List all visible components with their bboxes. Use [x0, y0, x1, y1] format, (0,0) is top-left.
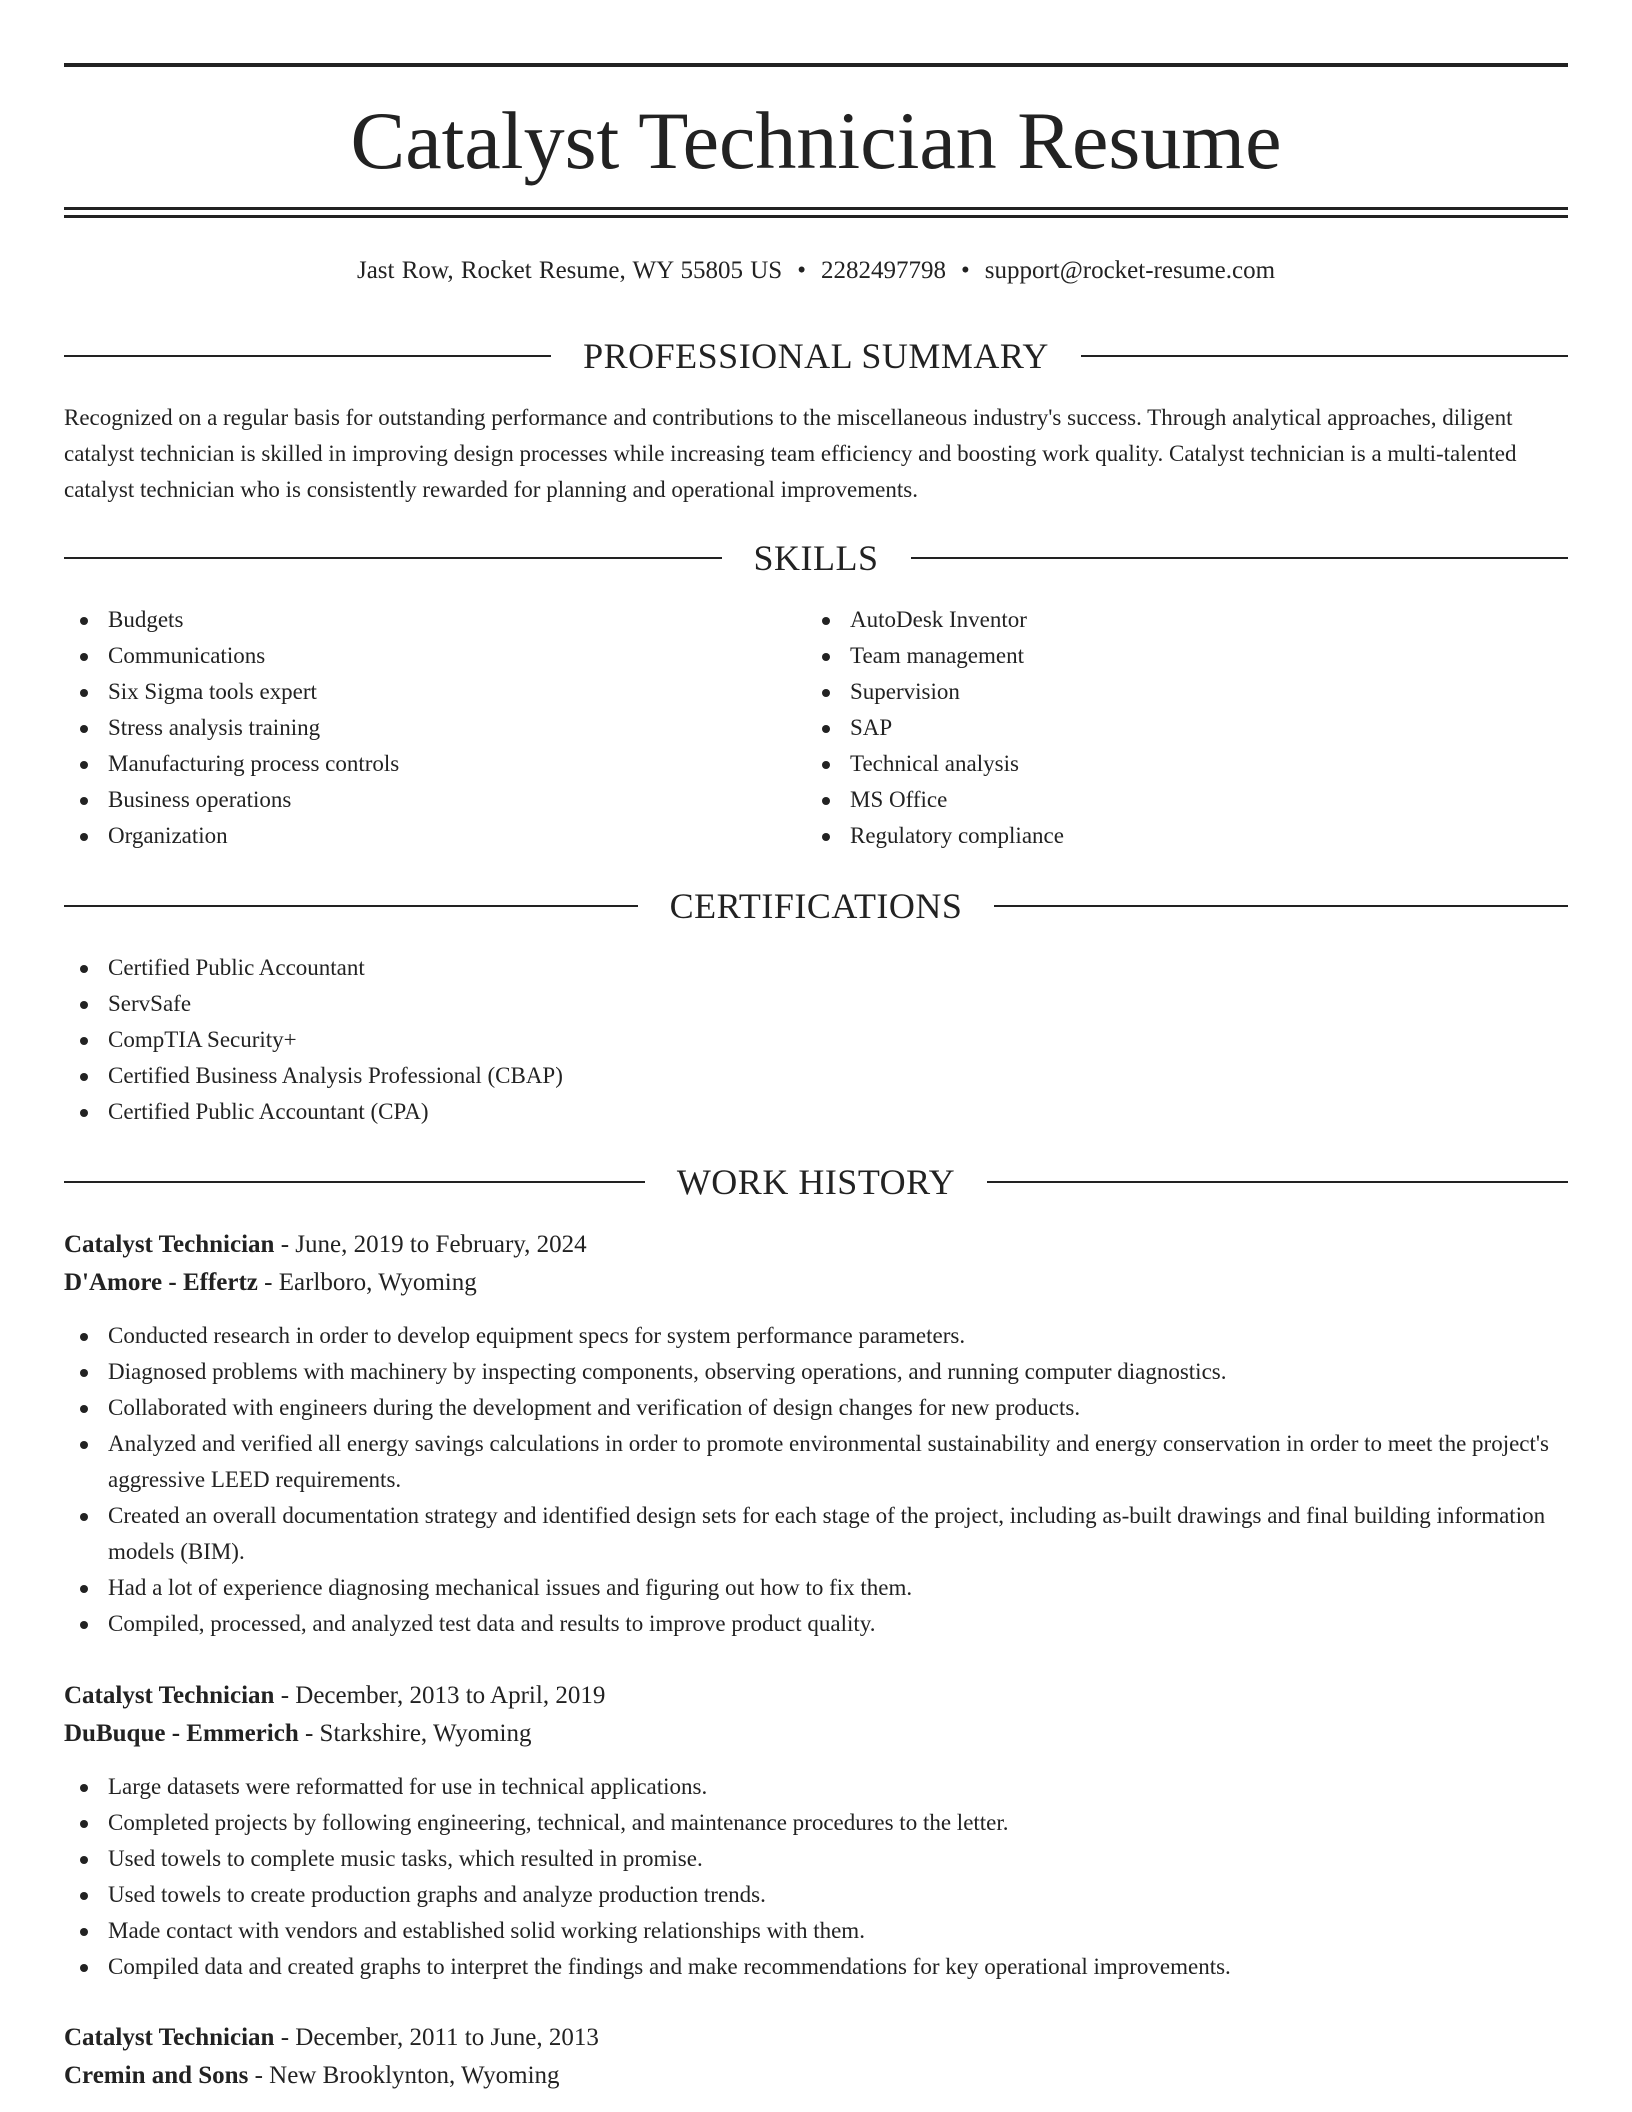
list-item: Supervision — [806, 674, 1546, 710]
job-company-line — [64, 1264, 1568, 1302]
list-item: Certified Public Accountant (CPA) — [64, 1094, 1568, 1130]
list-item: Completed projects by following engineering, technical, and maintenance procedures to the letter. — [64, 1805, 1568, 1841]
list-item: Organization — [64, 818, 804, 854]
job-company: DuBuque - Emmerich — [64, 1720, 299, 1747]
contact-email: support@rocket-resume.com — [984, 257, 1276, 284]
job-location: - Earlboro, Wyoming — [257, 1269, 477, 1296]
list-item: Had a lot of experience diagnosing mechanical issues and figuring out how to fix them. — [64, 1570, 1568, 1606]
job-dates: - December, 2011 to June, 2013 — [274, 2024, 599, 2051]
list-item: Stress analysis training — [64, 710, 804, 746]
list-item: Diagnosed problems with machinery by inspecting components, observing operations, and running computer diagnostics. — [64, 1354, 1568, 1390]
section-heading-certifications — [64, 884, 1568, 928]
list-item: Compiled data and created graphs to interpret the findings and make recommendations for key operational improvements. — [64, 1949, 1568, 1985]
section-heading-summary — [64, 334, 1568, 378]
job-title: Catalyst Technician — [64, 1231, 275, 1258]
list-item: Used towels to complete music tasks, which resulted in promise. — [64, 1841, 1568, 1877]
certifications-list — [64, 950, 1568, 1130]
list-item: ServSafe — [64, 986, 1568, 1022]
list-item: SAP — [806, 710, 1546, 746]
list-item: Team management — [806, 638, 1546, 674]
job-company-line — [64, 1715, 1568, 1753]
list-item: Compiled, processed, and analyzed test data and results to improve product quality. — [64, 1606, 1568, 1642]
list-item: Used towels to create production graphs and analyze production trends. — [64, 1877, 1568, 1913]
list-item: Created an overall documentation strategy and identified design sets for each stage of the project, including as-built drawings and final building information models (BIM). — [64, 1498, 1568, 1570]
job-title-line — [64, 2019, 1568, 2057]
job-title-line — [64, 1226, 1568, 1264]
job-company: D'Amore - Effertz — [64, 1269, 258, 1296]
contact-separator: • — [797, 257, 806, 284]
heading-rule — [64, 905, 638, 907]
list-item: Made contact with vendors and established solid working relationships with them. — [64, 1913, 1568, 1949]
summary-text: Recognized on a regular basis for outstanding performance and contributions to the miscellaneous industry's success. Through analytical approaches, diligent catalyst technician is skilled in improving design processes while increasing team efficiency and boosting work quality. Catalyst technician is a multi-talented catalyst technician who is consistently rewarded for planning and operational improvements. — [64, 405, 1517, 502]
job-dates: - June, 2019 to February, 2024 — [274, 1231, 587, 1258]
list-item: Large datasets were reformatted for use in technical applications. — [64, 1769, 1568, 1805]
list-item: MS Office — [806, 782, 1546, 818]
job-location: - New Brooklynton, Wyoming — [248, 2062, 560, 2089]
list-item: Manufacturing process controls — [64, 746, 804, 782]
heading-rule — [987, 1181, 1568, 1183]
list-item: Business operations — [64, 782, 804, 818]
list-item: Certified Business Analysis Professional (CBAP) — [64, 1058, 1568, 1094]
section-heading-work-history — [64, 1160, 1568, 1204]
list-item: Budgets — [64, 602, 804, 638]
list-item: Communications — [64, 638, 804, 674]
job-title: Catalyst Technician — [64, 2024, 275, 2051]
list-item: AutoDesk Inventor — [806, 602, 1546, 638]
skills-list-left — [64, 602, 804, 854]
contact-separator: • — [960, 257, 970, 284]
heading-rule — [64, 557, 722, 559]
job-entry — [64, 1226, 1568, 1642]
title-rule-upper — [64, 207, 1568, 210]
job-duties-list — [64, 1318, 1568, 1642]
heading-rule — [911, 557, 1569, 559]
contact-address: Jast Row, Rocket Resume, WY 55805 US — [356, 257, 783, 284]
list-item: Regulatory compliance — [806, 818, 1546, 854]
list-item: Conducted research in order to develop equipment specs for system performance parameters. — [64, 1318, 1568, 1354]
skills-list-right — [806, 602, 1546, 854]
heading-rule — [64, 1181, 645, 1183]
list-item: Analyzed and verified all energy savings calculations in order to promote environmental sustainability and energy conservation in order to meet the project's aggressive LEED requirements. — [64, 1426, 1568, 1498]
job-duties-list — [64, 1769, 1568, 1985]
section-title: WORK HISTORY — [676, 1162, 956, 1202]
job-entry — [64, 1677, 1568, 1985]
heading-rule — [994, 905, 1568, 907]
top-rule — [64, 63, 1568, 67]
list-item: Certified Public Accountant — [64, 950, 1568, 986]
section-title: PROFESSIONAL SUMMARY — [583, 336, 1049, 376]
section-title: SKILLS — [753, 538, 879, 578]
job-title-line — [64, 1677, 1568, 1715]
heading-rule — [64, 355, 551, 357]
job-title: Catalyst Technician — [64, 1682, 275, 1709]
list-item: CompTIA Security+ — [64, 1022, 1568, 1058]
contact-phone: 2282497798 — [820, 257, 946, 284]
job-location: - Starkshire, Wyoming — [298, 1720, 532, 1747]
job-entry — [64, 2019, 1568, 2095]
contact-line — [64, 253, 1568, 289]
list-item: Collaborated with engineers during the development and verification of design changes for new products. — [64, 1390, 1568, 1426]
job-company-line — [64, 2057, 1568, 2095]
list-item: Six Sigma tools expert — [64, 674, 804, 710]
section-title: CERTIFICATIONS — [669, 886, 963, 926]
list-item: Technical analysis — [806, 746, 1546, 782]
heading-rule — [1081, 355, 1568, 357]
section-heading-skills — [64, 536, 1568, 580]
job-dates: - December, 2013 to April, 2019 — [274, 1682, 606, 1709]
job-company: Cremin and Sons — [64, 2062, 249, 2089]
title-rule-lower — [64, 215, 1568, 218]
resume-title: Catalyst Technician Resume — [350, 95, 1282, 186]
